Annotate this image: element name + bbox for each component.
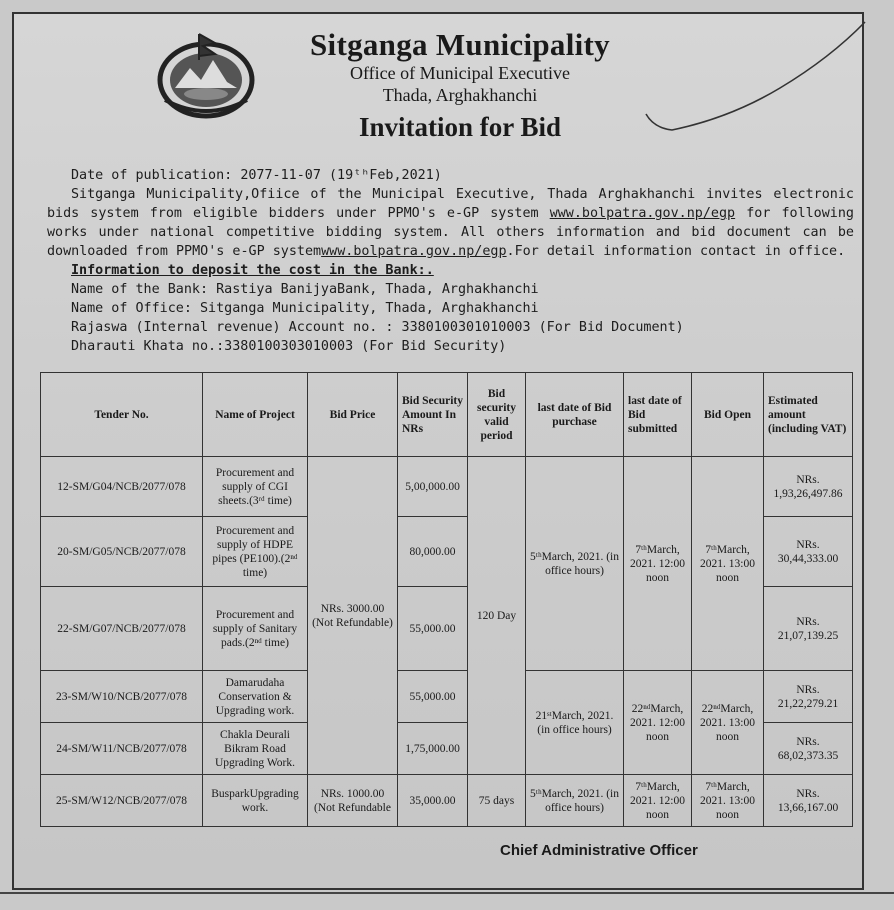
bank-info-heading: Information to deposit the cost in the Bank:.: [71, 263, 434, 278]
municipality-emblem-icon: [155, 30, 257, 120]
bank-name-line: Name of the Bank: Rastiya BanijyaBank, Thada, Arghakhanchi: [71, 282, 539, 297]
col-header-purchase: last date of Bid purchase: [526, 373, 624, 457]
egp-link-2[interactable]: www.bolpatra.gov.np/egp: [321, 244, 507, 259]
valid-period: 120 Day: [468, 457, 526, 775]
office-location: Thada, Arghakhanchi: [382, 85, 538, 105]
security-account-line: Dharauti Khata no.:3380100303010003 (For Bid Security): [71, 339, 507, 354]
purchase-date: 5ᵗʰMarch, 2021. (in office hours): [526, 775, 624, 827]
valid-period: 75 days: [468, 775, 526, 827]
estimated-amount: NRs. 21,07,139.25: [764, 587, 853, 671]
estimated-amount: NRs. 68,02,373.35: [764, 723, 853, 775]
revenue-account-line: Rajaswa (Internal revenue) Account no. : 3380100301010003 (For Bid Document): [71, 320, 684, 335]
project-name: BusparkUpgrading work.: [203, 775, 308, 827]
table-row: [41, 671, 853, 723]
purchase-date: 21ˢᵗMarch, 2021. (in office hours): [526, 671, 624, 775]
security-amount: 1,75,000.00: [398, 723, 468, 775]
col-header-price: Bid Price: [308, 373, 398, 457]
col-header-valid: Bid security valid period: [468, 373, 526, 457]
project-name: Damarudaha Conservation & Upgrading work.: [203, 671, 308, 723]
office-name-line: Name of Office: Sitganga Municipality, Thada, Arghakhanchi: [71, 301, 539, 316]
open-date: 22ⁿᵈMarch, 2021. 13:00 noon: [692, 671, 764, 775]
tender-no: 24-SM/W11/NCB/2077/078: [41, 723, 203, 775]
security-amount: 80,000.00: [398, 517, 468, 587]
col-header-open: Bid Open: [692, 373, 764, 457]
office-name: Office of Municipal Executive: [349, 63, 571, 83]
security-amount: 5,00,000.00: [398, 457, 468, 517]
publication-line: [47, 166, 854, 185]
notice-body: [47, 166, 854, 356]
bid-price: NRs. 1000.00 (Not Refundable: [308, 775, 398, 827]
tender-no: 12-SM/G04/NCB/2077/078: [41, 457, 203, 517]
col-header-estimate: Estimated amount (including VAT): [764, 373, 853, 457]
project-name: Procurement and supply of HDPE pipes (PE100).(2ⁿᵈ time): [203, 517, 308, 587]
project-name: Procurement and supply of CGI sheets.(3ʳᵈ time): [203, 457, 308, 517]
intro-paragraph: [47, 185, 854, 261]
estimated-amount: NRs. 21,22,279.21: [764, 671, 853, 723]
col-header-tender: Tender No.: [41, 373, 203, 457]
intro-text-2: for following works under national competitive bidding system. All others information and bid document can be downloaded from PPMO's e-GP system: [47, 206, 854, 259]
open-date: 7ᵗʰMarch, 2021. 13:00 noon: [692, 775, 764, 827]
intro-text-3: .For detail information contact in office.: [506, 244, 846, 259]
publication-date: 2077-11-07 (19ᵗʰFeb,2021): [240, 168, 442, 183]
col-header-project: Name of Project: [203, 373, 308, 457]
tender-no: 22-SM/G07/NCB/2077/078: [41, 587, 203, 671]
submit-date: 7ᵗʰMarch, 2021. 12:00 noon: [624, 457, 692, 671]
intro-text-1: Sitganga Municipality,Ofiice of the Municipal Executive, Thada Arghakhanchi invites electronic bids system from eligible bidders under PPMO's e-GP system: [47, 187, 854, 221]
tender-no: 23-SM/W10/NCB/2077/078: [41, 671, 203, 723]
table-row: [41, 457, 853, 517]
purchase-date: 5ᵗʰMarch, 2021. (in office hours): [526, 457, 624, 671]
signatory: Chief Administrative Officer: [500, 842, 698, 859]
municipality-title: Sitganga Municipality: [310, 27, 610, 62]
project-name: Chakla Deurali Bikram Road Upgrading Work.: [203, 723, 308, 775]
handwritten-mark-icon: [640, 18, 870, 148]
table-header-row: [41, 373, 853, 457]
project-name: Procurement and supply of Sanitary pads.(2ⁿᵈ time): [203, 587, 308, 671]
submit-date: 22ⁿᵈMarch, 2021. 12:00 noon: [624, 671, 692, 775]
security-amount: 35,000.00: [398, 775, 468, 827]
estimated-amount: NRs. 13,66,167.00: [764, 775, 853, 827]
publication-label: Date of publication:: [71, 168, 233, 183]
tender-no: 20-SM/G05/NCB/2077/078: [41, 517, 203, 587]
bid-price: NRs. 3000.00 (Not Refundable): [308, 457, 398, 775]
security-amount: 55,000.00: [398, 587, 468, 671]
open-date: 7ᵗʰMarch, 2021. 13:00 noon: [692, 457, 764, 671]
tender-no: 25-SM/W12/NCB/2077/078: [41, 775, 203, 827]
col-header-submit: last date of Bid submitted: [624, 373, 692, 457]
estimated-amount: NRs. 1,93,26,497.86: [764, 457, 853, 517]
submit-date: 7ᵗʰMarch, 2021. 12:00 noon: [624, 775, 692, 827]
bid-table: [40, 372, 853, 827]
bottom-rule: [0, 892, 894, 894]
header: [260, 28, 660, 144]
notice-title: Invitation for Bid: [358, 112, 562, 142]
security-amount: 55,000.00: [398, 671, 468, 723]
egp-link-1[interactable]: www.bolpatra.gov.np/egp: [549, 206, 736, 221]
col-header-security: Bid Security Amount In NRs: [398, 373, 468, 457]
estimated-amount: NRs. 30,44,333.00: [764, 517, 853, 587]
table-row: [41, 775, 853, 827]
